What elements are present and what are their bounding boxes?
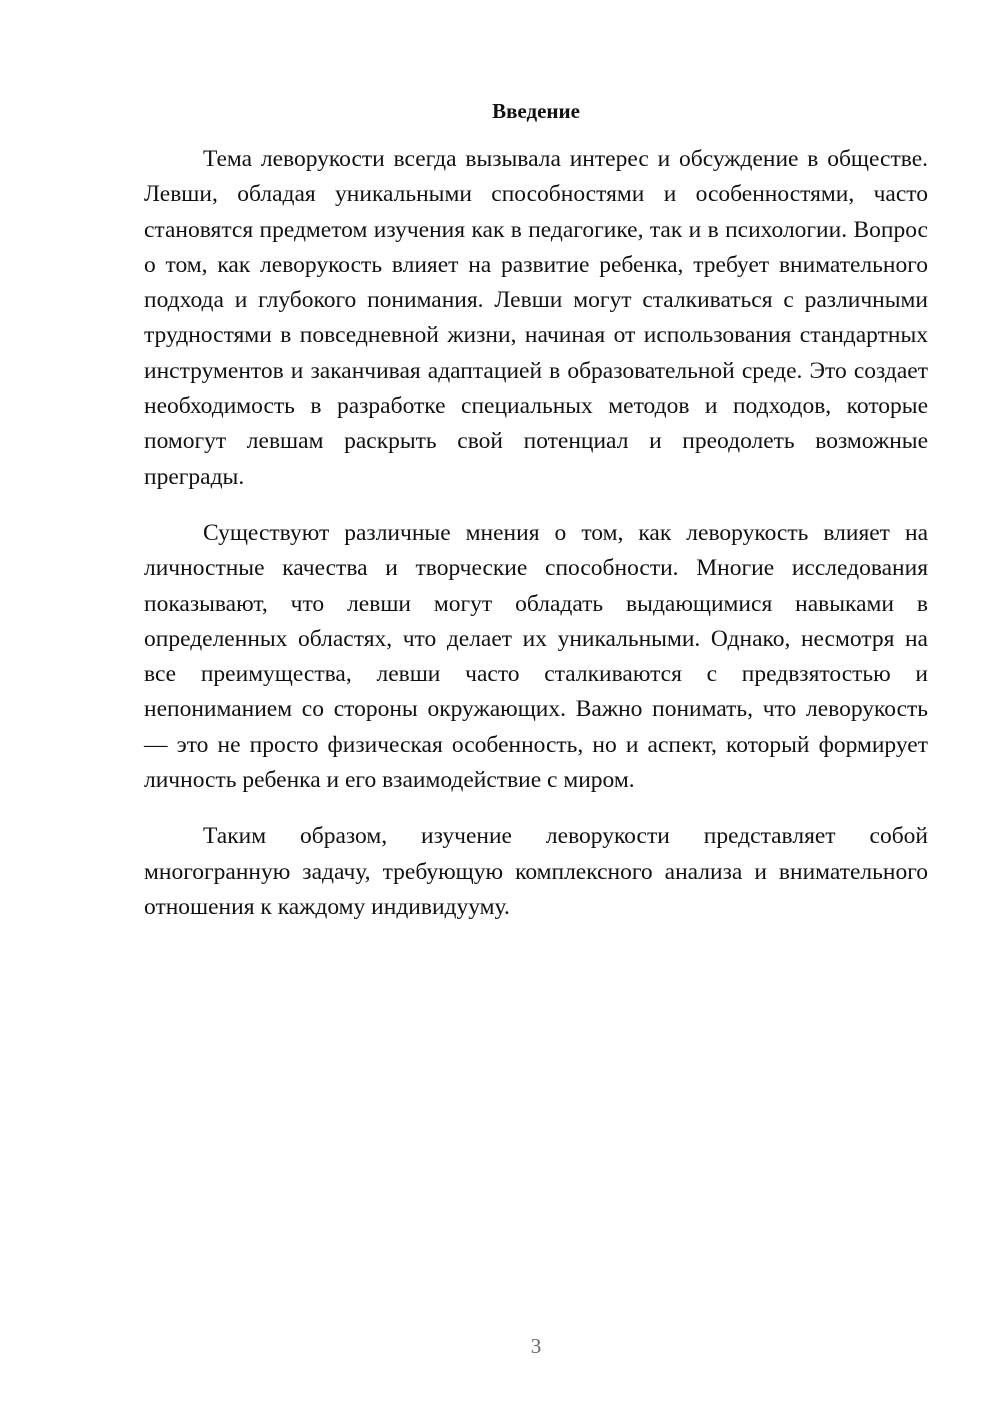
- paragraph: Существуют различные мнения о том, как леворукость влияет на личностные качества и творческие способности. Многие исследования показывают, что левши могут обладать выдающимися навыками в определенных областях, что делает их уникальными. Однако, несмотря на все преимущества, левши часто сталкиваются с предвзятостью и непониманием со стороны окружающих. Важно понимать, что леворукость — это не просто физическая особенность, но и аспект, который формирует личность ребенка и его взаимодействие с миром.: [144, 519, 928, 794]
- section-heading: Введение: [492, 99, 580, 123]
- paragraph: Тема леворукости всегда вызывала интерес и обсуждение в обществе. Левши, обладая уникальными способностями и особенностями, часто становятся предметом изучения как в педагогике, так и в психологии. Вопрос о том, как леворукость влияет на развитие ребенка, требует внимательного подхода и глубокого понимания. Левши могут сталкиваться с различными трудностями в повседневной жизни, начиная от использования стандартных инструментов и заканчивая адаптацией в образовательной среде. Это создает необходимость в разработке специальных методов и подходов, которые помогут левшам раскрыть свой потенциал и преодолеть возможные преграды.: [144, 146, 928, 490]
- page-number: 3: [530, 1334, 542, 1358]
- paragraph: Таким образом, изучение леворукости представляет собой многогранную задачу, требующую комплексного анализа и внимательного отношения к каждому индивидууму.: [144, 823, 928, 920]
- body-text: [144, 142, 928, 925]
